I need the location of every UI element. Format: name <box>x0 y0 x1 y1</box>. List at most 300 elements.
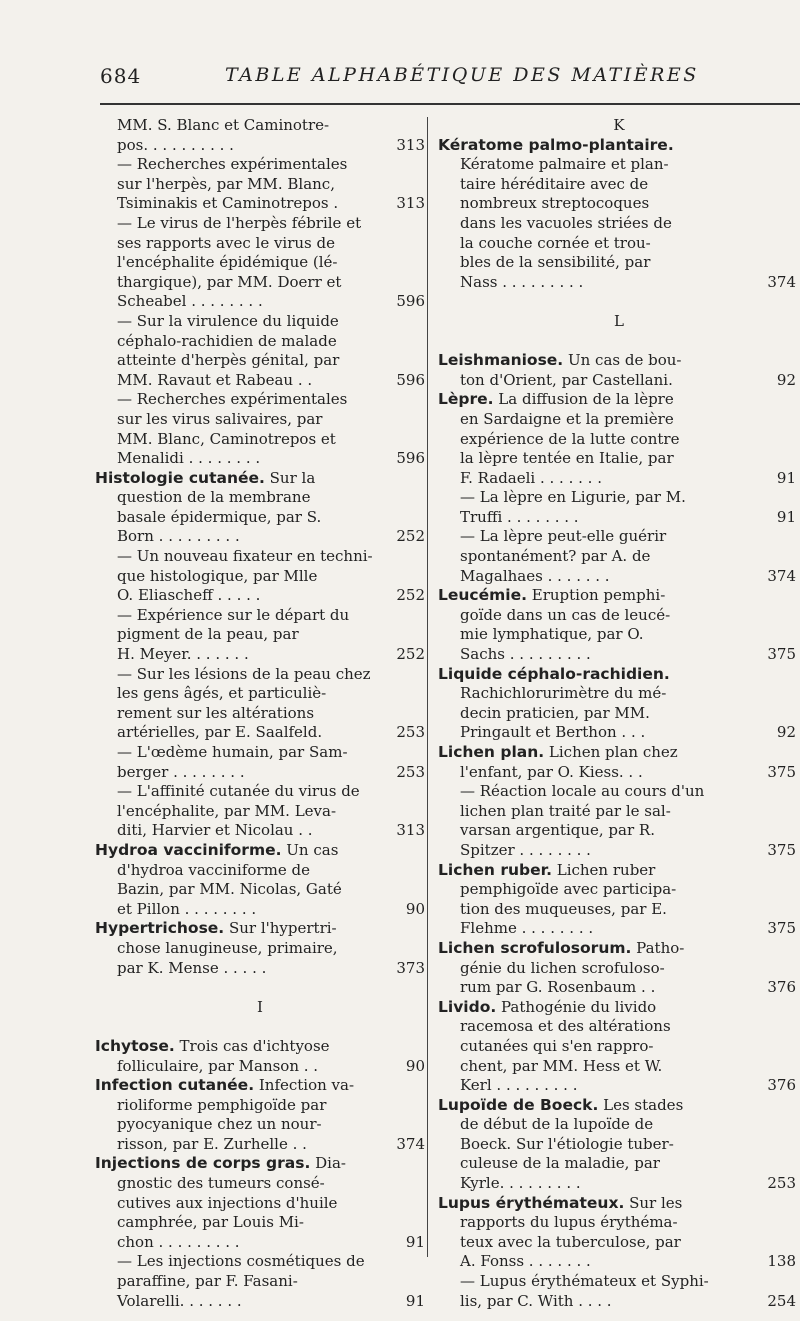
index-entry-line <box>95 723 425 743</box>
entry-line <box>95 469 315 489</box>
headword: Lichen scrofulosorum. <box>438 938 632 957</box>
index-entry-line <box>95 449 425 469</box>
entry-text: par K. Mense . . . . . <box>117 958 267 977</box>
index-entry-line <box>438 978 800 998</box>
index-entry-line <box>438 547 800 567</box>
index-entry-line <box>95 586 425 606</box>
index-entry-line <box>438 684 800 704</box>
entry-text: — Sur la virulence du liquide <box>117 311 339 330</box>
entry-text: Kératome palmaire et plan- <box>460 155 669 174</box>
index-entry-line <box>95 155 425 175</box>
entry-line <box>438 998 656 1018</box>
entry-text: camphrée, par Louis Mi- <box>117 1213 304 1232</box>
entry-text: sur les virus salivaires, par <box>117 409 323 428</box>
entry-line <box>438 1096 683 1116</box>
entry-text: berger . . . . . . . . <box>117 762 245 781</box>
headword: Hypertrichose. <box>95 919 225 938</box>
entry-text: racemosa et des altérations <box>460 1017 671 1036</box>
header-rule <box>100 103 800 105</box>
page-reference: 253 <box>396 723 425 742</box>
entry-text: Born . . . . . . . . . <box>117 527 240 546</box>
entry-text: Kerl . . . . . . . . . <box>460 1076 578 1095</box>
entry-text: — L'œdème humain, par Sam- <box>117 743 348 761</box>
entry-text: de début de la lupoïde de <box>460 1115 654 1134</box>
section-letter-text: I <box>257 997 263 1016</box>
page-reference: 374 <box>396 1134 425 1153</box>
index-entry-line <box>438 1037 800 1057</box>
headword: Histologie cutanée. <box>95 468 265 487</box>
index-entry-line <box>438 155 800 175</box>
index-entry-heading <box>438 998 800 1018</box>
headword: Leishmaniose. <box>438 351 564 370</box>
entry-text: dans les vacuoles striées de <box>460 213 672 232</box>
page-reference: 313 <box>396 135 425 154</box>
page-reference: 91 <box>776 507 796 526</box>
blank-line <box>95 978 425 998</box>
index-entry-heading <box>95 919 425 939</box>
entry-text: teux avec la tuberculose, par <box>460 1232 681 1251</box>
index-entry-line <box>95 763 425 783</box>
entry-text: Un cas de bou- <box>563 351 682 370</box>
index-entry-line <box>438 253 800 273</box>
entry-text: diti, Harvier et Nicolau . . <box>117 821 313 840</box>
page-reference: 90 <box>405 899 425 918</box>
entry-text: Scheabel . . . . . . . . <box>117 292 263 311</box>
index-entry-line <box>95 273 425 293</box>
index-entry-line <box>438 1233 800 1253</box>
headword: Livido. <box>438 997 497 1016</box>
index-entry-line <box>95 430 425 450</box>
index-entry-line <box>95 1252 425 1272</box>
entry-text: — Le virus de l'herpès fébrile et <box>117 213 362 232</box>
entry-text: en Sardaigne et la première <box>460 409 674 428</box>
index-entry-line <box>95 704 425 724</box>
index-entry-heading <box>438 861 800 881</box>
page-reference: 313 <box>396 821 425 840</box>
index-entry-line <box>438 214 800 234</box>
index-entry-line <box>95 900 425 920</box>
section-letter <box>438 116 800 136</box>
index-entry-line <box>438 1017 800 1037</box>
page-reference: 376 <box>767 1076 796 1095</box>
entry-text: Pringault et Berthon . . . <box>460 723 646 742</box>
index-entry-line <box>438 841 800 861</box>
index-entry-line <box>438 763 800 783</box>
entry-text: l'encéphalite, par MM. Leva- <box>117 801 337 820</box>
index-entry-line <box>95 1233 425 1253</box>
index-entry-line <box>95 606 425 626</box>
index-entry-line <box>95 861 425 881</box>
index-entry-line <box>95 665 425 685</box>
blank-line <box>438 332 800 352</box>
entry-text: decin praticien, par MM. <box>460 703 650 722</box>
entry-line <box>438 390 674 410</box>
index-entry-line <box>438 1057 800 1077</box>
index-entry-line <box>95 782 425 802</box>
index-entry-line <box>95 214 425 234</box>
entry-text: cutives aux injections d'huile <box>117 1193 338 1212</box>
index-entry-line <box>95 1057 425 1077</box>
entry-text: nombreux streptocoques <box>460 194 650 213</box>
index-entry-line <box>95 959 425 979</box>
index-entry-line <box>95 488 425 508</box>
index-entry-heading <box>95 1076 425 1096</box>
entry-text: la lèpre tentée en Italie, par <box>460 449 674 468</box>
index-entry-heading <box>438 390 800 410</box>
index-entry-line <box>95 880 425 900</box>
index-entry-heading <box>438 351 800 371</box>
index-entry-line <box>95 351 425 371</box>
entry-text: mie lymphatique, par O. <box>460 625 644 644</box>
entry-text: l'encéphalite épidémique (lé- <box>117 253 338 272</box>
blank-line <box>95 1017 425 1037</box>
index-entry-line <box>95 547 425 567</box>
index-entry-line <box>438 527 800 547</box>
entry-line <box>95 1037 330 1057</box>
index-entry-line <box>95 1272 425 1292</box>
entry-text: et Pillon . . . . . . . . <box>117 899 257 918</box>
index-entry-line <box>438 469 800 489</box>
entry-text: MM. S. Blanc et Caminotre- <box>117 116 330 134</box>
entry-text: lichen plan traité par le sal- <box>460 801 671 820</box>
index-entry-line <box>438 1213 800 1233</box>
page-reference: 90 <box>405 1056 425 1075</box>
page-header <box>0 62 800 102</box>
page-reference: 596 <box>396 449 425 468</box>
entry-text: rioliforme pemphigoïde par <box>117 1095 327 1114</box>
index-entry-line <box>95 1194 425 1214</box>
entry-text: Sur l'hypertri- <box>224 919 337 938</box>
index-entry-line <box>438 175 800 195</box>
entry-text: chent, par MM. Hess et W. <box>460 1056 663 1075</box>
index-entry-line <box>438 880 800 900</box>
entry-text: Bazin, par MM. Nicolas, Gaté <box>117 880 342 899</box>
entry-text: Rachichlorurimètre du mé- <box>460 684 667 703</box>
entry-line <box>95 1154 346 1174</box>
entry-text: les gens âgés, et particuliè- <box>117 684 327 703</box>
blank-line <box>438 292 800 312</box>
index-entry-heading <box>438 743 800 763</box>
entry-text: sur l'herpès, par MM. Blanc, <box>117 174 335 193</box>
page-reference: 375 <box>767 762 796 781</box>
section-letter <box>95 998 425 1018</box>
headword: Infection cutanée. <box>95 1076 255 1095</box>
headword: Liquide céphalo-rachidien. <box>438 664 670 683</box>
entry-line <box>438 586 665 606</box>
entry-text: risson, par E. Zurhelle . . <box>117 1134 307 1153</box>
headword: Lupus érythémateux. <box>438 1193 625 1212</box>
page-reference: 373 <box>396 958 425 977</box>
entry-text: Lichen ruber <box>551 860 656 879</box>
index-entry-line <box>95 684 425 704</box>
entry-text: — Réaction locale au cours d'un <box>460 782 705 801</box>
page-reference: 376 <box>767 978 796 997</box>
page-reference: 253 <box>396 762 425 781</box>
index-entry-line <box>438 919 800 939</box>
entry-text: Lichen plan chez <box>544 743 678 761</box>
entry-text: — Recherches expérimentales <box>117 390 348 409</box>
entry-text: — Recherches expérimentales <box>117 155 348 174</box>
index-entry-line <box>438 488 800 508</box>
entry-line <box>95 1076 354 1096</box>
index-entry-line <box>438 900 800 920</box>
entry-text: pyocyanique chez un nour- <box>117 1115 322 1134</box>
headword: Hydroa vacciniforme. <box>95 840 282 859</box>
right-column <box>438 116 800 1311</box>
entry-text: H. Meyer. . . . . . . <box>117 645 249 664</box>
index-entry-line <box>438 625 800 645</box>
entry-line <box>95 841 338 861</box>
entry-text: la couche cornée et trou- <box>460 233 651 252</box>
index-entry-line <box>95 527 425 547</box>
entry-text: paraffine, par F. Fasani- <box>117 1272 298 1291</box>
entry-text: l'enfant, par O. Kiess. . . <box>460 762 643 781</box>
entry-text: varsan argentique, par R. <box>460 821 655 840</box>
entry-text: Spitzer . . . . . . . . <box>460 840 591 859</box>
index-entry-heading <box>95 1154 425 1174</box>
entry-text: lis, par C. With . . . . <box>460 1291 612 1310</box>
index-entry-line <box>438 430 800 450</box>
entry-text: chose lanugineuse, primaire, <box>117 938 338 957</box>
entry-text: — Lupus érythémateux et Syphi- <box>460 1272 709 1291</box>
index-entry-line <box>438 234 800 254</box>
index-entry-line <box>95 567 425 587</box>
entry-text: — Expérience sur le départ du <box>117 605 350 624</box>
entry-text: Kyrle. . . . . . . . . <box>460 1174 581 1193</box>
entry-text: goïde dans un cas de leucé- <box>460 605 671 624</box>
entry-text: O. Eliascheff . . . . . <box>117 586 261 605</box>
page-reference: 252 <box>396 527 425 546</box>
index-entry-line <box>95 1096 425 1116</box>
entry-text: bles de la sensibilité, par <box>460 253 651 272</box>
entry-text: Trois cas d'ichtyose <box>174 1036 330 1055</box>
entry-line <box>438 351 681 371</box>
entry-text: basale épidermique, par S. <box>117 507 322 526</box>
entry-text: A. Fonss . . . . . . . <box>460 1252 591 1271</box>
entry-line <box>95 919 337 939</box>
headword: Lichen ruber. <box>438 860 552 879</box>
entry-text: — Les injections cosmétiques de <box>117 1252 365 1271</box>
entry-text: Flehme . . . . . . . . <box>460 919 594 938</box>
entry-text: thargique), par MM. Doerr et <box>117 272 342 291</box>
entry-text: Pathogénie du livido <box>496 997 657 1016</box>
entry-line <box>438 1194 682 1214</box>
index-entry-line <box>438 1272 800 1292</box>
entry-text: — La lèpre peut-elle guérir <box>460 527 667 546</box>
index-entry-line <box>95 175 425 195</box>
entry-text: La diffusion de la lèpre <box>493 390 674 409</box>
entry-text: ton d'Orient, par Castellani. <box>460 370 673 389</box>
index-entry-line <box>438 723 800 743</box>
entry-line <box>438 939 684 959</box>
entry-text: spontanément? par A. de <box>460 547 651 566</box>
entry-text: — La lèpre en Ligurie, par M. <box>460 488 686 507</box>
entry-text: Sur les <box>624 1193 683 1212</box>
page-reference: 374 <box>767 272 796 291</box>
section-letter <box>438 312 800 332</box>
entry-text: d'hydroa vacciniforme de <box>117 860 310 879</box>
entry-text: Magalhaes . . . . . . . <box>460 566 610 585</box>
entry-text: F. Radaeli . . . . . . . <box>460 468 602 487</box>
entry-text: rement sur les altérations <box>117 703 315 722</box>
entry-text: — Un nouveau fixateur en techni- <box>117 547 373 566</box>
page-reference: 374 <box>767 566 796 585</box>
index-entry-line <box>438 1135 800 1155</box>
entry-text: cutanées qui s'en rappro- <box>460 1036 654 1055</box>
headword: Lichen plan. <box>438 743 545 761</box>
entry-text: Eruption pemphi- <box>527 586 666 605</box>
index-entry-heading <box>438 939 800 959</box>
index-entry-line <box>438 959 800 979</box>
index-entry-heading <box>95 469 425 489</box>
page-reference: 91 <box>405 1291 425 1310</box>
page-reference: 252 <box>396 645 425 664</box>
entry-text: atteinte d'herpès génital, par <box>117 351 340 370</box>
running-title: TABLE ALPHABÉTIQUE DES MATIÈRES <box>225 64 699 86</box>
index-entry-line <box>95 292 425 312</box>
entry-text: Tsiminakis et Caminotrepos . <box>117 194 339 213</box>
index-entry-line <box>438 1115 800 1135</box>
entry-text: artérielles, par E. Saalfeld. <box>117 723 323 742</box>
index-entry-heading <box>95 1037 425 1057</box>
index-entry-line <box>438 1076 800 1096</box>
section-letter-text: K <box>613 116 625 134</box>
page-reference: 138 <box>767 1252 796 1271</box>
headword: Kératome palmo-plantaire. <box>438 135 674 154</box>
page-reference: 91 <box>405 1232 425 1251</box>
entry-text: Sachs . . . . . . . . . <box>460 645 591 664</box>
index-entry-line <box>438 508 800 528</box>
index-entry-heading <box>438 586 800 606</box>
index-entry-line <box>438 704 800 724</box>
index-entry-line <box>438 194 800 214</box>
entry-text: Sur la <box>264 468 316 487</box>
index-entry-line <box>95 1135 425 1155</box>
entry-text: céphalo-rachidien de malade <box>117 331 337 350</box>
page-reference: 313 <box>396 194 425 213</box>
page-reference: 254 <box>767 1291 796 1310</box>
entry-text: Menalidi . . . . . . . . <box>117 449 261 468</box>
entry-text: rapports du lupus érythéma- <box>460 1213 678 1232</box>
entry-text: pemphigoïde avec participa- <box>460 880 677 899</box>
entry-text: ses rapports avec le virus de <box>117 233 336 252</box>
headword: Lupoïde de Boeck. <box>438 1095 599 1114</box>
entry-text: expérience de la lutte contre <box>460 429 680 448</box>
index-entry-line <box>95 1174 425 1194</box>
index-entry-line <box>438 1252 800 1272</box>
index-entry-line <box>95 390 425 410</box>
page-reference: 596 <box>396 370 425 389</box>
page-reference: 375 <box>767 645 796 664</box>
index-entry-heading <box>438 1194 800 1214</box>
entry-text: chon . . . . . . . . . <box>117 1232 240 1251</box>
page-reference: 91 <box>776 468 796 487</box>
entry-text: Patho- <box>631 938 685 957</box>
index-entry-line <box>95 332 425 352</box>
index-entry-line <box>438 782 800 802</box>
entry-text: Les stades <box>598 1095 684 1114</box>
entry-text: MM. Ravaut et Rabeau . . <box>117 370 313 389</box>
page-reference: 375 <box>767 919 796 938</box>
entry-text: Dia- <box>310 1154 346 1173</box>
index-entry-line <box>95 234 425 254</box>
page-reference: 253 <box>767 1174 796 1193</box>
entry-text: folliculaire, par Manson . . <box>117 1056 319 1075</box>
index-entry-line <box>438 273 800 293</box>
index-entry-line <box>95 136 425 156</box>
entry-text: que histologique, par Mlle <box>117 566 318 585</box>
index-entry-line <box>438 606 800 626</box>
index-entry-line <box>95 253 425 273</box>
entry-text: question de la membrane <box>117 488 311 507</box>
page-reference: 92 <box>776 723 796 742</box>
entry-text: Un cas <box>281 840 339 859</box>
entry-text: Truffi . . . . . . . . <box>460 507 579 526</box>
index-entry-line <box>438 567 800 587</box>
index-entry-line <box>95 645 425 665</box>
entry-text: tion des muqueuses, par E. <box>460 899 667 918</box>
entry-text: Volarelli. . . . . . . <box>117 1291 242 1310</box>
index-entry-heading <box>438 136 800 156</box>
index-entry-line <box>95 1115 425 1135</box>
index-entry-line <box>95 743 425 763</box>
index-entry-heading <box>95 841 425 861</box>
column-separator <box>427 117 428 1257</box>
index-entry-line <box>438 1292 800 1312</box>
entry-text: — Sur les lésions de la peau chez <box>117 664 371 683</box>
index-entry-line <box>95 802 425 822</box>
entry-text: Infection va- <box>254 1076 355 1095</box>
section-letter-text: L <box>614 311 624 330</box>
index-entry-line <box>95 508 425 528</box>
index-entry-line <box>95 410 425 430</box>
entry-text: pos. . . . . . . . . . <box>117 135 234 154</box>
index-entry-line <box>438 371 800 391</box>
index-entry-line <box>438 449 800 469</box>
index-entry-line <box>95 371 425 391</box>
page-reference: 375 <box>767 840 796 859</box>
index-entry-line <box>438 410 800 430</box>
entry-text: rum par G. Rosenbaum . . <box>460 978 656 997</box>
index-entry-line <box>95 821 425 841</box>
entry-text: MM. Blanc, Caminotrepos et <box>117 429 336 448</box>
headword: Injections de corps gras. <box>95 1154 311 1173</box>
index-entry-line <box>438 1154 800 1174</box>
entry-line <box>438 743 678 763</box>
index-entry-line <box>95 312 425 332</box>
index-entry-heading <box>438 1096 800 1116</box>
page-number: 684 <box>100 64 142 88</box>
page-reference: 92 <box>776 370 796 389</box>
page-reference: 252 <box>396 586 425 605</box>
index-entry-line <box>438 1174 800 1194</box>
index-entry-line <box>438 821 800 841</box>
index-entry-line <box>438 645 800 665</box>
index-entry-line <box>95 939 425 959</box>
left-column <box>95 116 425 1311</box>
entry-line <box>438 861 655 881</box>
index-entry-line <box>95 1213 425 1233</box>
headword: Ichytose. <box>95 1036 175 1055</box>
entry-text: gnostic des tumeurs consé- <box>117 1174 325 1193</box>
index-entry-heading <box>438 665 800 685</box>
page-reference: 596 <box>396 292 425 311</box>
entry-text: Boeck. Sur l'étiologie tuber- <box>460 1134 674 1153</box>
entry-line <box>438 665 670 685</box>
index-entry-line <box>95 1292 425 1312</box>
headword: Leucémie. <box>438 586 527 605</box>
entry-text: pigment de la peau, par <box>117 625 299 644</box>
